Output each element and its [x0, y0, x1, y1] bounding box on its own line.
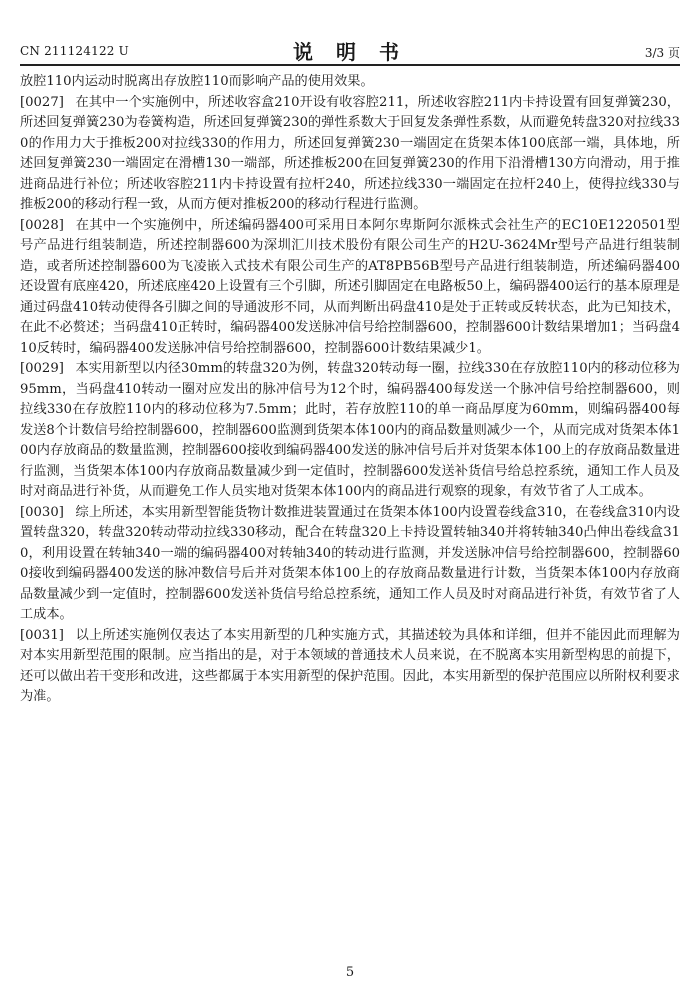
paragraph-0031: [20, 626, 680, 708]
header-divider: [20, 64, 680, 66]
paragraph-number: [0027]: [20, 94, 64, 110]
page-footer: [0, 965, 700, 980]
paragraph-number: [0030]: [20, 504, 64, 520]
paragraph-text: 在其中一个实施例中，所述编码器400可采用日本阿尔卑斯阿尔派株式会社生产的EC10E1220501型号产品进行组装制造，所述控制器600为深圳汇川技术股份有限公司生产的H2U-3624Mr型号产品进行组装制造，或者所述控制器600为飞凌嵌入式技术有限公司生产的AT8PB56B型号产品进行组装制造，所述编码器400还设置有底座420，所述底座420上设置有三个引脚，所述引脚固定在电路板50上，编码器400运行的基本原理是通过码盘410转动使得各引脚之间的导通波形不同，从而判断出码盘410是处于正转或反转状态，此为已知技术，在此不必赘述；当码盘410正转时，编码器400发送脉冲信号给控制器600，控制器600计数结果增加1；当码盘410反转时，编码器400发送脉冲信号给控制器600，控制器600计数结果减少1。: [20, 217, 680, 356]
paragraph-text: 放腔110内运动时脱离出存放腔110而影响产品的使用效果。: [20, 74, 374, 89]
paragraph-number: [0031]: [20, 627, 64, 643]
paragraph-0030: [20, 503, 680, 626]
page-number: 5: [345, 965, 355, 980]
document-title: 说 明 书: [293, 40, 407, 64]
document-body: [20, 72, 680, 708]
paragraph-text: 以上所述实施例仅表达了本实用新型的几种实施方式，其描述较为具体和详细，但并不能因此而理解为对本实用新型范围的限制。应当指出的是，对于本领域的普通技术人员来说，在不脱离本实用新型构思的前提下，还可以做出若干变形和改进，这些都属于本实用新型的保护范围。因此，本实用新型的保护范围应以所附权利要求为准。: [20, 627, 680, 704]
paragraph-number: [0028]: [20, 217, 64, 233]
paragraph-0028: [20, 216, 680, 360]
page-indicator: 3/3 页: [644, 46, 680, 60]
page-header: [20, 36, 680, 62]
paragraph-text: 综上所述，本实用新型智能货物计数推进装置通过在货架本体100内设置卷线盒310，在卷线盒310内设置转盘320，转盘320转动带动拉线330移动，配合在转盘320上卡持设置转轴340并将转轴340凸伸出卷线盒310，利用设置在转轴340一端的编码器400对转轴340的转动进行监测，并发送脉冲信号给控制器600，控制器600接收到编码器400发送的脉冲数信号后并对货架本体100上的存放商品数量进行计数，当货架本体100内存放商品数量减少到一定值时，控制器600发送补货信号给总控系统，通知工作人员及时对商品进行补货，有效节省了人工成本。: [20, 504, 680, 622]
publication-number: CN 211124122 U: [20, 44, 129, 58]
paragraph-0027: [20, 93, 680, 216]
paragraph-number: [0029]: [20, 361, 64, 376]
paragraph-text: 本实用新型以内径30mm的转盘320为例，转盘320转动每一圈，拉线330在存放腔110内的移动位移为95mm，当码盘410转动一圈对应发出的脉冲信号为12个时，编码器400每发送一个脉冲信号给控制器600，则拉线330在存放腔110内的移动位移为7.5mm；此时，若存放腔110的单一商品厚度为60mm，则编码器400每发送8个计数信号给控制器600，控制器600监测到货架本体100内的商品数量则减少一个，从而完成对货架本体100内存放商品的数量监测，控制器600接收到编码器400发送的脉冲信号后并对货架本体100上的存放商品数量进行监测，当货架本体100内存放商品数量减少到一定值时，控制器600发送补货信号给总控系统，通知工作人员及时对商品进行补货，从而避免工作人员实地对货架本体100内的商品进行观察的现象，有效节省了人工成本。: [20, 361, 681, 499]
paragraph-0029: [20, 359, 680, 503]
paragraph-text: 在其中一个实施例中，所述收容盒210开设有收容腔211，所述收容腔211内卡持设置有回复弹簧230，所述回复弹簧230为卷簧构造，所述回复弹簧230的弹性系数大于回复发条弹性系数，从而避免转盘320对拉线330的作用力大于推板200对拉线330的作用力，所述回复弹簧230一端固定在货架本体100底部一端，具体地，所述回复弹簧230一端固定在滑槽130一端部，所述推板200在回复弹簧230的作用下沿滑槽130方向滑动，用于推进商品进行补位；所述收容腔211内卡持设置有拉杆240，所述拉线330一端固定在拉杆240上，使得拉线330与推板200的移动行程一致，从而方便对推板200的移动行程进行监测。: [20, 94, 680, 212]
paragraph-continuation: [20, 72, 680, 93]
